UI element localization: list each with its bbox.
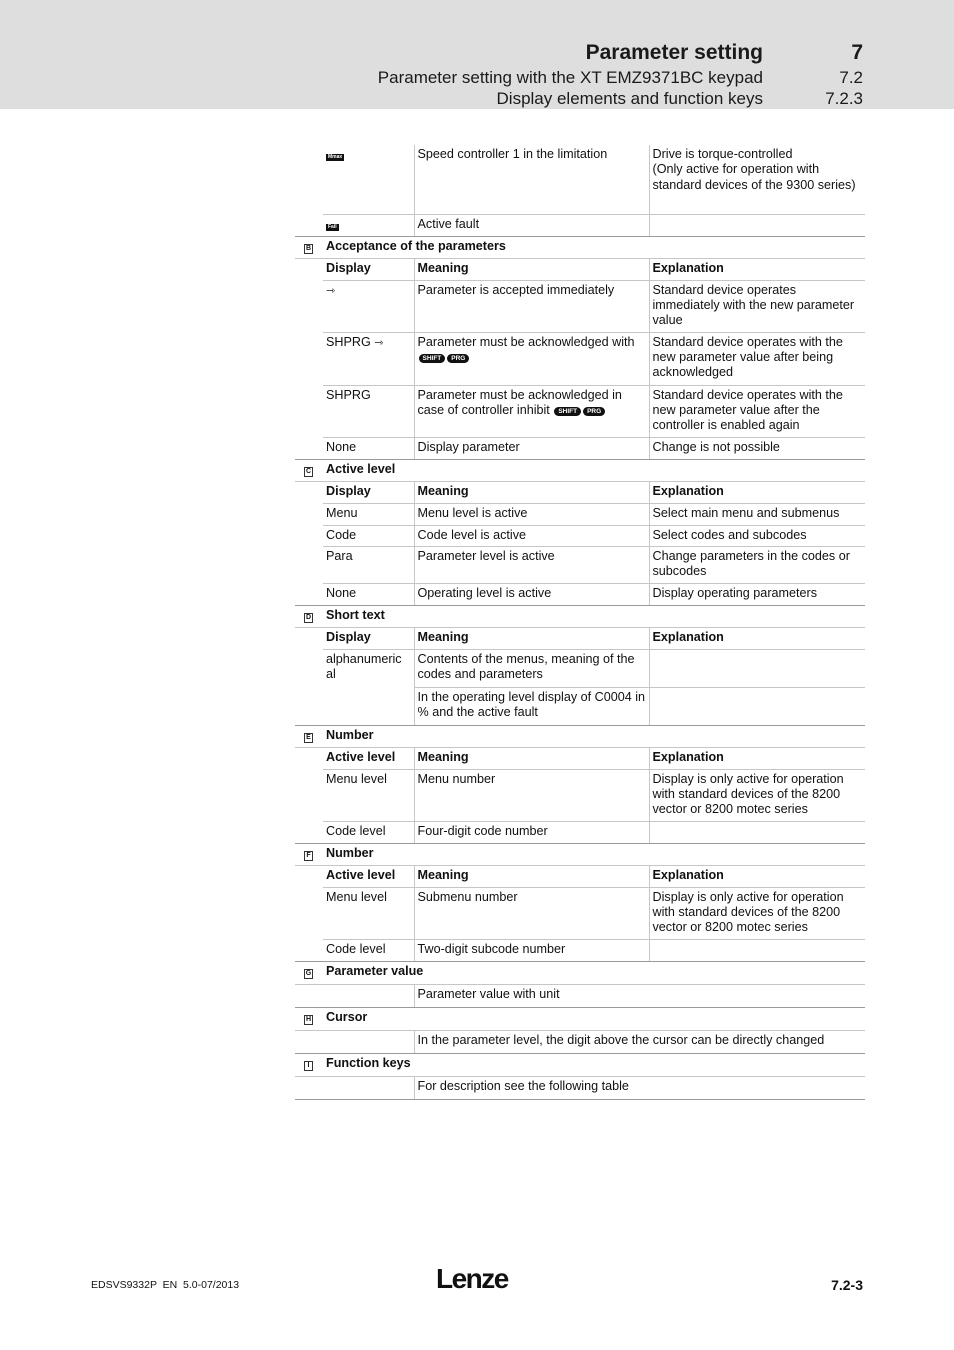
column-header: Display bbox=[323, 258, 414, 280]
meaning-cell: Speed controller 1 in the limitation bbox=[414, 145, 649, 214]
section-title: Acceptance of the parameters bbox=[323, 236, 865, 258]
column-header: Meaning bbox=[414, 865, 649, 887]
section-heading bbox=[295, 843, 865, 865]
display-cell: Para bbox=[323, 546, 414, 583]
display-cell: None bbox=[323, 437, 414, 459]
explanation-cell: Display is only active for operation with standard devices of the 8200 vector or 8200 motec series bbox=[649, 887, 865, 939]
column-header: Active level bbox=[323, 865, 414, 887]
table-row bbox=[295, 280, 865, 332]
table-header-row bbox=[295, 865, 865, 887]
section-letter-icon: B bbox=[305, 244, 312, 252]
table-row bbox=[295, 769, 865, 821]
table-row bbox=[295, 1076, 865, 1099]
table-row bbox=[295, 214, 865, 236]
display-cell: Code bbox=[323, 525, 414, 546]
display-cell: alphanumeric al bbox=[326, 651, 402, 682]
explanation-cell: Display operating parameters bbox=[649, 583, 865, 605]
section-title: Parameter setting with the XT EMZ9371BC keypad bbox=[377, 68, 763, 87]
description-cell: Parameter value with unit bbox=[414, 984, 865, 1007]
table-row bbox=[295, 437, 865, 459]
table-row bbox=[295, 821, 865, 843]
table-row bbox=[295, 583, 865, 605]
table-row bbox=[295, 939, 865, 961]
section-letter-icon: D bbox=[305, 613, 312, 621]
meaning-cell: Parameter must be acknowledged with bbox=[417, 334, 635, 349]
table-row bbox=[295, 887, 865, 939]
meaning-cell: Parameter must be acknowledged in case of controller inhibit bbox=[417, 387, 622, 417]
meaning-cell: Submenu number bbox=[414, 887, 649, 939]
column-header: Explanation bbox=[649, 865, 865, 887]
display-cell bbox=[323, 687, 414, 725]
explanation-cell: Drive is torque-controlled (Only active for operation with standard devices of the 9300 series) bbox=[649, 145, 865, 214]
column-header: Explanation bbox=[649, 481, 865, 503]
meaning-cell: Display parameter bbox=[414, 437, 649, 459]
section-title: Parameter value bbox=[323, 961, 865, 984]
explanation-cell: Select codes and subcodes bbox=[649, 525, 865, 546]
parameter-accept-arrow-icon: ⇾ bbox=[374, 336, 384, 349]
column-header: Explanation bbox=[649, 747, 865, 769]
column-header: Meaning bbox=[414, 481, 649, 503]
column-header: Explanation bbox=[649, 627, 865, 649]
section-title: Number bbox=[323, 843, 865, 865]
page-title: Parameter setting bbox=[585, 41, 763, 64]
meaning-cell: Active fault bbox=[414, 214, 649, 236]
column-header: Meaning bbox=[414, 627, 649, 649]
section-title: Function keys bbox=[323, 1053, 865, 1076]
meaning-cell: Parameter level is active bbox=[414, 546, 649, 583]
section-title: Cursor bbox=[323, 1007, 865, 1030]
display-cell: None bbox=[323, 583, 414, 605]
table-row bbox=[295, 1030, 865, 1053]
section-title: Active level bbox=[323, 459, 865, 481]
meaning-cell: Parameter is accepted immediately bbox=[414, 280, 649, 332]
section-letter-icon: F bbox=[304, 851, 313, 861]
display-cell: Code level bbox=[323, 821, 414, 843]
section-title: Short text bbox=[323, 605, 865, 627]
description-cell: For description see the following table bbox=[414, 1076, 865, 1099]
explanation-cell: Select main menu and submenus bbox=[649, 503, 865, 525]
meaning-cell: Menu number bbox=[414, 769, 649, 821]
display-elements-table bbox=[295, 145, 865, 1100]
explanation-cell: Standard device operates with the new parameter value after the controller is enabled again bbox=[649, 385, 865, 437]
fail-display-icon: Fail bbox=[328, 223, 337, 230]
chapter-number: 7 bbox=[851, 41, 863, 64]
column-header: Meaning bbox=[414, 258, 649, 280]
display-cell: SHPRG bbox=[323, 385, 414, 437]
table-header-row bbox=[295, 258, 865, 280]
subsection-title: Display elements and function keys bbox=[496, 89, 763, 108]
table-row bbox=[295, 525, 865, 546]
header-band bbox=[0, 0, 954, 109]
display-cell: Code level bbox=[323, 939, 414, 961]
column-header: Explanation bbox=[649, 258, 865, 280]
column-header: Display bbox=[323, 481, 414, 503]
section-heading bbox=[295, 1007, 865, 1030]
table-header-row bbox=[295, 747, 865, 769]
section-heading bbox=[295, 236, 865, 258]
table-row bbox=[295, 503, 865, 525]
page-number: 7.2-3 bbox=[831, 1277, 863, 1293]
description-cell: In the parameter level, the digit above the cursor can be directly changed bbox=[414, 1030, 865, 1053]
shift-key-icon: SHIFT bbox=[419, 354, 446, 363]
meaning-cell: Menu level is active bbox=[414, 503, 649, 525]
meaning-cell: Four-digit code number bbox=[414, 821, 649, 843]
explanation-cell bbox=[649, 687, 865, 725]
display-cell: Menu level bbox=[323, 887, 414, 939]
display-cell: Menu bbox=[323, 503, 414, 525]
table-header-row bbox=[295, 481, 865, 503]
section-heading bbox=[295, 725, 865, 747]
explanation-cell bbox=[649, 939, 865, 961]
explanation-cell: Change is not possible bbox=[649, 437, 865, 459]
section-letter-icon: G bbox=[305, 969, 312, 977]
shift-key-icon: SHIFT bbox=[554, 407, 581, 416]
mmax-display-icon: Mmax bbox=[328, 154, 343, 160]
document-id: EDSVS9332P EN 5.0-07/2013 bbox=[91, 1279, 240, 1291]
section-title: Number bbox=[323, 725, 865, 747]
section-letter-icon: H bbox=[305, 1015, 312, 1023]
prg-key-icon: PRG bbox=[583, 407, 605, 416]
meaning-cell: Contents of the menus, meaning of the codes and parameters bbox=[414, 649, 649, 687]
meaning-cell: Operating level is active bbox=[414, 583, 649, 605]
section-heading bbox=[295, 459, 865, 481]
subsection-number: 7.2.3 bbox=[825, 89, 863, 108]
table-row bbox=[295, 984, 865, 1007]
section-number: 7.2 bbox=[839, 68, 863, 87]
explanation-cell bbox=[649, 821, 865, 843]
table-row bbox=[295, 687, 865, 725]
table-header-row bbox=[295, 627, 865, 649]
section-letter-icon: E bbox=[304, 733, 313, 743]
column-header: Meaning bbox=[414, 747, 649, 769]
display-cell: SHPRG bbox=[326, 334, 371, 349]
table-row bbox=[295, 145, 865, 214]
section-heading bbox=[295, 605, 865, 627]
table-row bbox=[295, 385, 865, 437]
section-heading bbox=[295, 1053, 865, 1076]
display-cell: Menu level bbox=[323, 769, 414, 821]
table-row bbox=[295, 649, 865, 687]
column-header: Active level bbox=[323, 747, 414, 769]
explanation-cell: Display is only active for operation with standard devices of the 8200 vector or 8200 motec series bbox=[649, 769, 865, 821]
meaning-cell: Code level is active bbox=[414, 525, 649, 546]
meaning-cell: Two-digit subcode number bbox=[414, 939, 649, 961]
table-row bbox=[295, 546, 865, 583]
explanation-cell: Standard device operates with the new parameter value after being acknowledged bbox=[649, 332, 865, 385]
explanation-cell bbox=[649, 649, 865, 687]
column-header: Display bbox=[323, 627, 414, 649]
meaning-cell: In the operating level display of C0004 in % and the active fault bbox=[414, 687, 649, 725]
section-heading bbox=[295, 961, 865, 984]
explanation-cell: Standard device operates immediately with the new parameter value bbox=[649, 280, 865, 332]
section-letter-icon: I bbox=[304, 1061, 313, 1071]
lenze-logo: Lenze bbox=[436, 1263, 508, 1294]
prg-key-icon: PRG bbox=[447, 354, 469, 363]
section-letter-icon: C bbox=[305, 467, 312, 475]
explanation-cell: Change parameters in the codes or subcodes bbox=[649, 546, 865, 583]
table-row bbox=[295, 332, 865, 385]
parameter-accept-arrow-icon: ⇾ bbox=[326, 284, 336, 297]
explanation-cell bbox=[649, 214, 865, 236]
